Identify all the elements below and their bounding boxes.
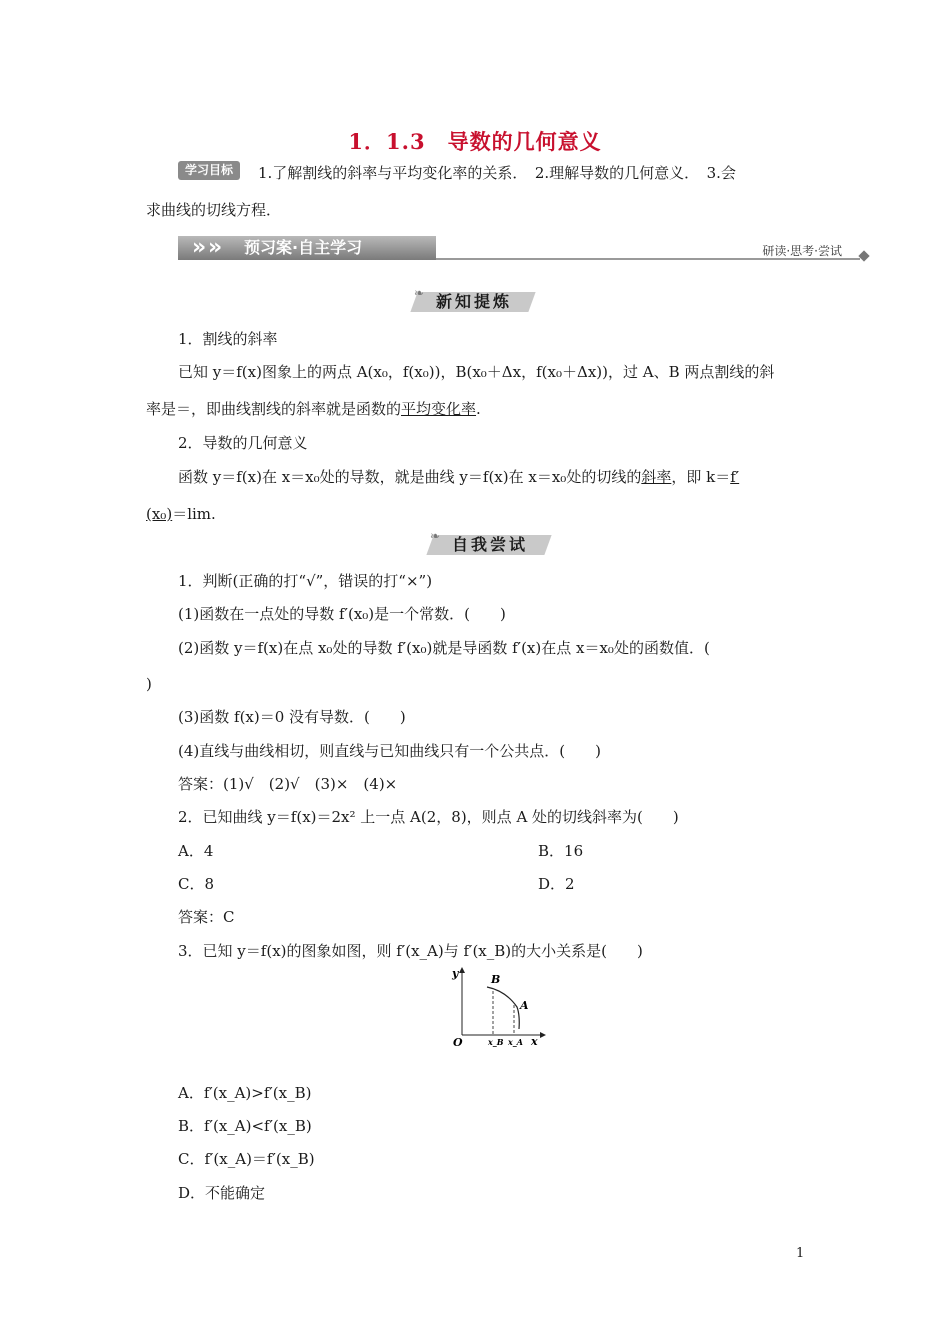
y-axis-label: y <box>452 967 459 980</box>
arrow-icon <box>540 1032 546 1038</box>
question-1-item-2-cont: ) <box>146 675 152 693</box>
answer-1: 答案：(1)√ (2)√ (3)× (4)× <box>178 775 398 793</box>
heading-secant-slope: 1．割线的斜率 <box>178 330 278 348</box>
leaf-icon: ❧ <box>430 529 441 543</box>
question-1-item-1: (1)函数在一点处的导数 f′(x₀)是一个常数．( ) <box>178 605 506 623</box>
question-2-option-a: A．4 <box>178 842 214 860</box>
section-tag-self-try: ❧ 自我尝试 <box>430 535 560 555</box>
blank-answer: f′ <box>730 468 740 486</box>
banner-right-text: 研读·思考·尝试 <box>762 244 842 258</box>
question-2-option-b: B．16 <box>538 842 584 860</box>
question-2: 2．已知曲线 y＝f(x)＝2x² 上一点 A(2，8)，则点 A 处的切线斜率为( ) <box>178 808 679 826</box>
function-graph-figure <box>440 965 550 1050</box>
chevron-right-icon: » <box>192 235 207 260</box>
question-3-option-a: A．f′(x_A)>f′(x_B) <box>178 1084 312 1102</box>
question-3-option-c: C．f′(x_A)＝f′(x_B) <box>178 1150 315 1168</box>
derivative-paragraph-line-1: 函数 y＝f(x)在 x＝x₀处的导数，就是曲线 y＝f(x)在 x＝x₀处的切线的斜率，即 k＝f′ <box>178 468 740 486</box>
diamond-icon <box>858 250 869 261</box>
question-1: 1．判断(正确的打“√”，错误的打“×”) <box>178 572 433 590</box>
learning-goal-badge: 学习目标 <box>178 161 240 180</box>
question-1-item-3: (3)函数 f(x)＝0 没有导数．( ) <box>178 708 406 726</box>
answer-2: 答案：C <box>178 908 235 926</box>
blank-answer: 平均变化率 <box>401 400 477 418</box>
section-tag-new-knowledge: ❧ 新知提炼 <box>414 292 544 312</box>
xa-label: x_A <box>508 1037 523 1047</box>
arrow-icon <box>459 967 465 973</box>
question-3-option-d: D．不能确定 <box>178 1184 266 1202</box>
question-2-option-c: C．8 <box>178 875 215 893</box>
question-3-option-b: B．f′(x_A)<f′(x_B) <box>178 1117 312 1135</box>
leaf-icon: ❧ <box>414 286 425 300</box>
point-b-label: B <box>491 973 501 986</box>
derivative-paragraph-line-2: (x₀)＝lim. <box>146 505 216 523</box>
blank-answer: (x₀) <box>146 505 173 523</box>
learning-goal-line-1: 1.了解割线的斜率与平均变化率的关系． 2.理解导数的几何意义． 3.会 <box>258 164 736 182</box>
xb-label: x_B <box>488 1037 504 1047</box>
chevron-right-icon: » <box>208 235 223 260</box>
question-2-option-d: D．2 <box>538 875 575 893</box>
heading-derivative-geometry: 2．导数的几何意义 <box>178 434 308 452</box>
learning-goal-line-2: 求曲线的切线方程． <box>146 201 282 219</box>
point-a-label: A <box>520 999 529 1012</box>
question-3: 3．已知 y＝f(x)的图象如图，则 f′(x_A)与 f′(x_B)的大小关系是( ) <box>178 942 643 960</box>
preview-banner <box>178 232 868 266</box>
question-1-item-4: (4)直线与曲线相切，则直线与已知曲线只有一个公共点．( ) <box>178 742 601 760</box>
origin-label: O <box>453 1036 463 1049</box>
banner-label: 预习案·自主学习 <box>244 238 363 257</box>
blank-answer: 斜率 <box>641 468 672 486</box>
secant-paragraph-line-2: 率是＝，即曲线割线的斜率就是函数的平均变化率. <box>146 400 481 418</box>
x-axis-label: x <box>531 1035 538 1048</box>
page-title: 1．1.3 导数的几何意义 <box>348 129 602 154</box>
secant-paragraph-line-1: 已知 y＝f(x)图象上的两点 A(x₀，f(x₀))，B(x₀＋Δx，f(x₀＋Δx))，过 A、B 两点割线的斜 <box>178 363 775 381</box>
page-number: 1 <box>796 1246 805 1261</box>
question-1-item-2: (2)函数 y＝f(x)在点 x₀处的导数 f′(x₀)就是导函数 f′(x)在点 x＝x₀处的函数值．( <box>178 639 710 657</box>
